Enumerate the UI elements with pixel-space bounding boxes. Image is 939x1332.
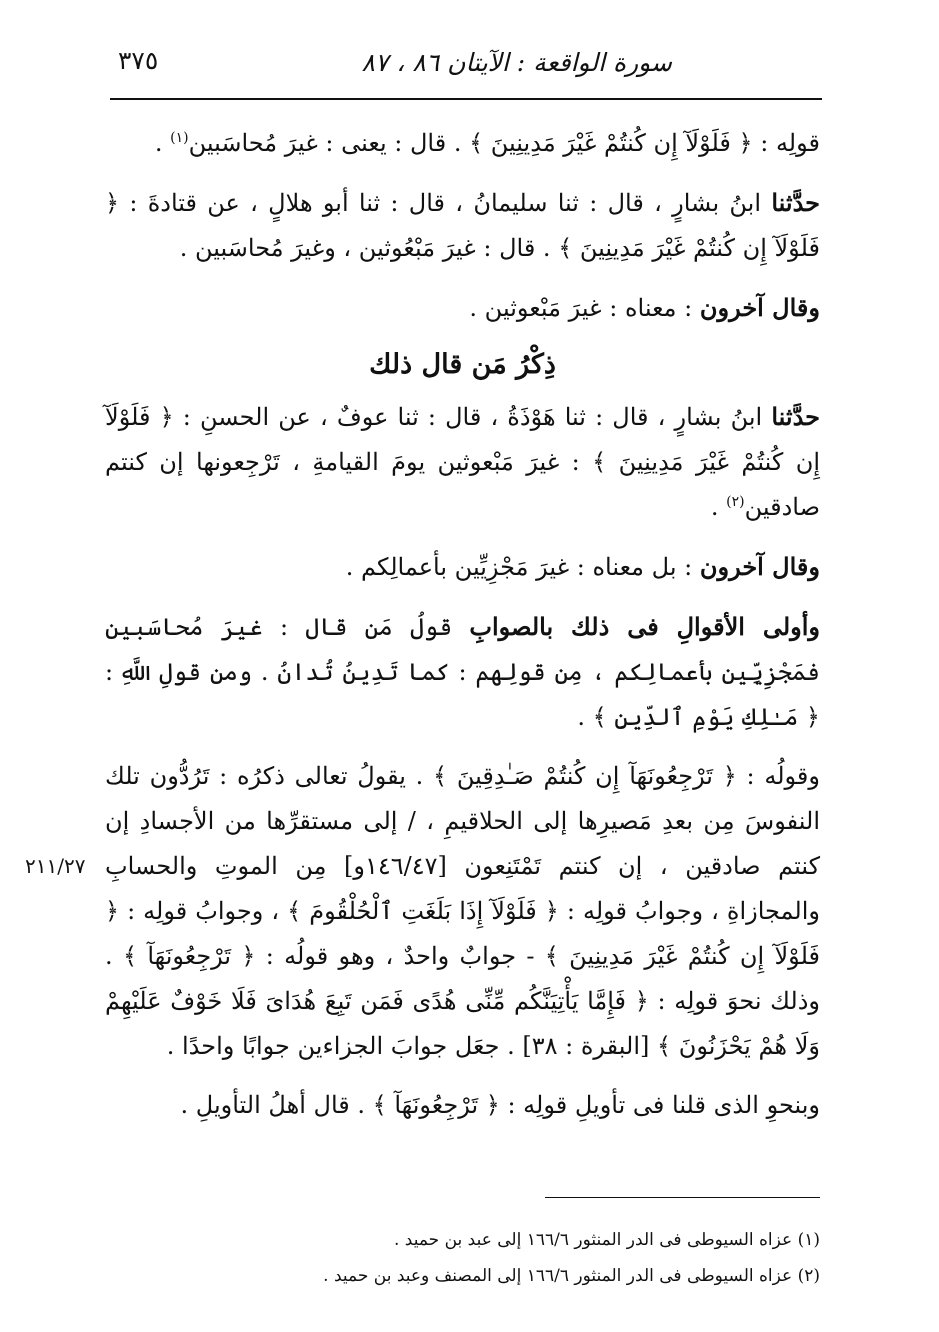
page-number: ٣٧٥ [118, 46, 159, 75]
paragraph-lead: حدَّثنا [771, 402, 820, 431]
paragraph-lead: وقال آخرون [699, 293, 820, 322]
paragraph [105, 120, 820, 166]
paragraph-text: وبنحوِ الذى قلنا فى تأويلِ قولِه : ﴿ تَرْجِعُونَهَآ ﴾ . قال أهلُ التأويلِ . [180, 1091, 820, 1119]
footnote: (٢) عزاه السيوطى فى الدر المنثور ١٦٦/٦ إلى المصنف وعبد بن حميد . [323, 1266, 820, 1286]
paragraph-text: : بل معناه : غيرَ مَجْزِيِّين بأعمالِكم . [345, 553, 700, 581]
footnote-rule [545, 1197, 820, 1198]
paragraph [25, 754, 820, 1069]
paragraph-text: قولِه : ﴿ فَلَوْلَآ إِن كُنتُمْ غَيْرَ مَدِينِينَ ﴾ . قال : يعنى : غيرَ مُحاسَبين [188, 129, 820, 157]
running-title: سورة الواقعة : الآيتان ٨٦ ، ٨٧ [361, 48, 672, 77]
paragraph-text: ابنُ بشارٍ ، قال : ثنا سليمانُ ، قال : ثنا أبو هلالٍ ، عن قتادةَ : ﴿ فَلَوْلَآ إِن كُنتُمْ غَيْرَ مَدِينِينَ ﴾ . قال : غيرَ مَبْعُوثين ، وغيرَ مُحاسَبين . [105, 189, 820, 262]
main-text [25, 120, 821, 1142]
paragraph [105, 604, 820, 740]
section-heading: ذِكْرُ مَن قال ذلك [369, 349, 556, 380]
paragraph [105, 1083, 820, 1128]
margin-reference: ٢١١/٢٧ [25, 854, 86, 878]
paragraph-lead: حدَّثنا [771, 188, 820, 217]
footnote-ref: (١) [170, 130, 189, 146]
paragraph-lead: وقال آخرون [699, 552, 820, 581]
paragraph-tail: . [154, 129, 171, 157]
paragraph-tail: . [710, 493, 727, 521]
paragraph-text: وقولُه : ﴿ تَرْجِعُونَهَآ إِن كُنتُمْ صَـٰدِقِينَ ﴾ . يقولُ تعالى ذكرُه : تَرُدُّون تلك النفوسَ مِن بعدِ مَصيرِها إلى الحلاقيمِ ، / إلى مستقرِّها من الأجسادِ إن كنتم صادقين ، إن كنتم تَمْتَنِعون [١٤٦/٤٧و] مِن الموتِ والحسابِ والمجازاةِ ، وجوابُ قولِه : ﴿ فَلَوْلَآ إِذَا بَلَغَتِ ٱلْحُلْقُومَ ﴾ ، وجوابُ قولِه : ﴿ فَلَوْلَآ إِن كُنتُمْ غَيْرَ مَدِينِينَ ﴾ - جوابٌ واحدٌ ، وهو قولُه : ﴿ تَرْجِعُونَهَآ ﴾ . وذلك نحوَ قولِه : ﴿ فَإِمَّا يَأْتِيَنَّكُم مِّنِّى هُدًى فَمَن تَبِعَ هُدَاىَ فَلَا خَوْفٌ عَلَيْهِمْ وَلَا هُمْ يَحْزَنُونَ ﴾ [البقرة : ٣٨] . جعَل جوابَ الجزاءين جوابًا واحدًا . [105, 762, 820, 1060]
paragraph [105, 180, 820, 271]
footnote: (١) عزاه السيوطى فى الدر المنثور ١٦٦/٦ إلى عبد بن حميد . [393, 1230, 820, 1250]
paragraph-text: قولُ مَن قال : غيرَ مُحاسَبين فمَجْزِيِّين بأعمالِكم ، مِن قولِهم : كما تَدِينُ تُدانُ . ومن قولِ اللَّهِ : ﴿ مَـٰلِكِ يَوْمِ ٱلدِّينِ ﴾ . [105, 613, 820, 731]
page-header [110, 42, 822, 98]
paragraph [105, 544, 820, 590]
paragraph [105, 394, 820, 530]
footnotes [105, 1222, 820, 1294]
header-rule [110, 98, 822, 100]
footnote-ref: (٢) [726, 494, 745, 510]
paragraph-text: : معناه : غيرَ مَبْعوثين . [469, 294, 700, 322]
paragraph-lead: وأولى الأقوالِ فى ذلك بالصوابِ [469, 612, 821, 641]
paragraph-text: ابنُ بشارٍ ، قال : ثنا هَوْذَةُ ، قال : ثنا عوفٌ ، عن الحسنِ : ﴿ فَلَوْلَآ إِن كُنتُمْ غَيْرَ مَدِينِينَ ﴾ : غيرَ مَبْعوثين يومَ القيامةِ ، تَرْجِعونها إن كنتم صادقين [105, 403, 820, 521]
paragraph [105, 285, 820, 331]
